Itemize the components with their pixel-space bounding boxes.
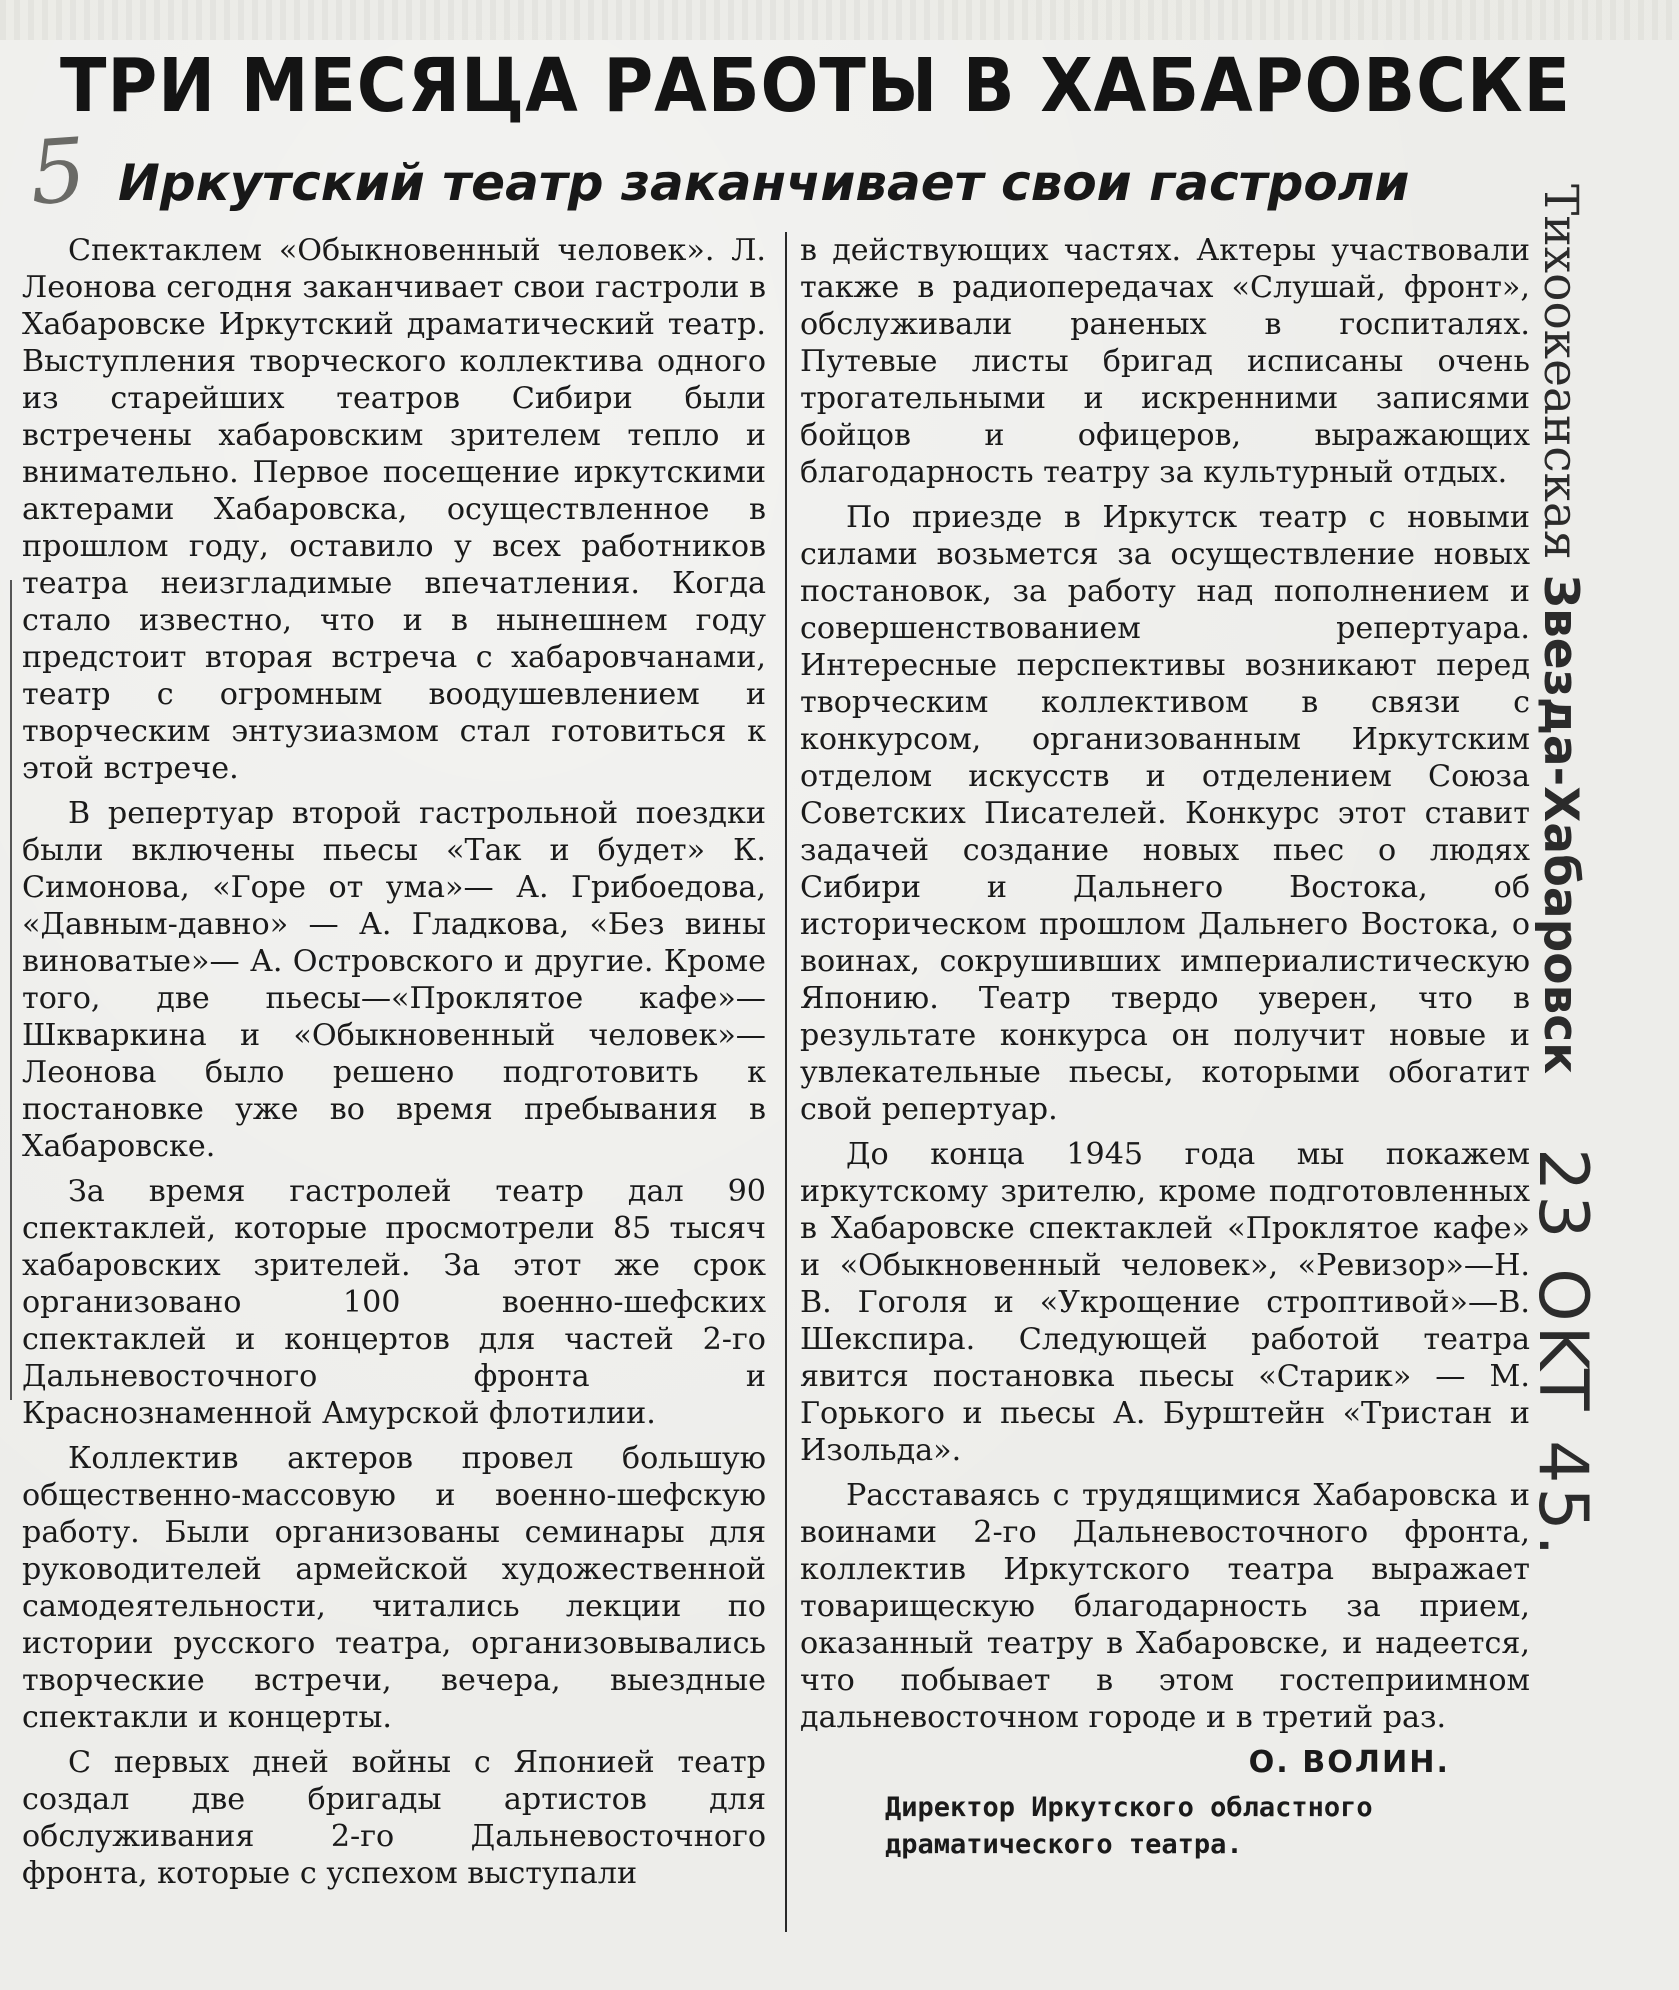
paragraph: в действующих частях. Актеры участвовали также в радиопередачах «Слушай, фронт», обслуживали раненых в госпиталях. Путевые листы бригад исписаны очень трогательными и искренними записями бойцов и офицеров, выражающих благодарность театру за культурный отдых. — [800, 233, 1530, 490]
article-column-right — [800, 232, 1530, 1871]
source-name: Звезда-Хабаровск — [1533, 574, 1588, 1075]
article-subheadline: Иркутский театр заканчивает свои гастроли — [118, 154, 1410, 212]
article-headline: ТРИ МЕСЯЦА РАБОТЫ В ХАБАРОВСКЕ — [60, 43, 1571, 129]
paragraph: С первых дней войны с Японией театр создал две бригады артистов для обслуживания 2-го Дальневосточного фронта, которые с успехом выступали — [22, 1745, 766, 1891]
pencil-mark: 5 — [26, 118, 90, 225]
column-divider — [785, 232, 787, 1932]
source-prefix: Тихоокеанская — [1533, 184, 1588, 575]
left-margin-rule — [10, 580, 12, 1400]
article-column-left — [22, 232, 766, 1900]
author-signature: О. ВОЛИН. — [1248, 1745, 1450, 1780]
paragraph: До конца 1945 года мы покажем иркутскому зрителю, кроме подготовленных в Хабаровске спектаклей «Проклятое кафе» и «Обыкновенный человек», «Ревизор»—Н. В. Гоголя и «Укрощение строптивой»—В. Шекспира. Следующей работой театра явится постановка пьесы «Старик» — М. Горького и пьесы А. Бурштейн «Тристан и Изольда». — [800, 1137, 1530, 1468]
paragraph: За время гастролей театр дал 90 спектаклей, которые просмотрели 85 тысяч хабаровских зрителей. За этот же срок организовано 100 военно-шефских спектаклей и концертов для частей 2-го Дальневосточного фронта и Краснознаменной Амурской флотилии. — [22, 1174, 766, 1431]
paragraph: В репертуар второй гастрольной поездки были включены пьесы «Так и будет» К. Симонова, «Горе от ума»— А. Грибоедова, «Давным-давно» — А. Гладкова, «Без вины виноватые»— А. Островского и другие. Кроме того, две пьесы—«Проклятое кафе»—Шкваркина и «Обыкновенный человек»—Леонова было решено подготовить к постановке уже во время пребывания в Хабаровске. — [22, 796, 766, 1164]
paragraph: По приезде в Иркутск театр с новыми силами возьмется за осуществление новых постановок, за работу над пополнением и совершенствованием репертуара. Интересные перспективы возникают перед творческим коллективом в связи с конкурсом, организованным Иркутским отделом искусств и отделением Союза Советских Писателей. Конкурс этот ставит задачей создание новых пьес о людях Сибири и Дальнего Востока, об историческом прошлом Дальнего Востока, о воинах, сокрушивших империалистическую Японию. Театр твердо уверен, что в результате конкурса он получит новые и увлекательные пьесы, которыми обогатит свой репертуар. — [800, 500, 1530, 1127]
date-annotation: 23 OKT 45. — [1523, 1148, 1602, 1561]
paragraph: Коллектив актеров провел большую общественно-массовую и военно-шефскую работу. Были организованы семинары для руководителей армейской художественной самодеятельности, читались лекции по истории русского театра, организовывались творческие встречи, вечера, выездные спектакли и концерты. — [22, 1441, 766, 1735]
author-position: Директор Иркутского областного драматического театра. — [885, 1792, 1373, 1860]
paragraph: Расставаясь с трудящимися Хабаровска и воинами 2-го Дальневосточного фронта, коллектив Иркутского театра выражает товарищескую благодарность за прием, оказанный театру в Хабаровске, и надеется, что побывает в этом гостеприимном дальневосточном городе и в третий раз. — [800, 1478, 1530, 1735]
source-annotation — [1530, 184, 1590, 1075]
torn-top-edge — [0, 0, 1679, 40]
paragraph: Спектаклем «Обыкновенный человек». Л. Леонова сегодня заканчивает свои гастроли в Хабаровске Иркутский драматический театр. Выступления творческого коллектива одного из старейших театров Сибири были встречены хабаровским зрителем тепло и внимательно. Первое посещение иркутскими актерами Хабаровска, осуществленное в прошлом году, оставило у всех работников театра неизгладимые впечатления. Когда стало известно, что и в нынешнем году предстоит вторая встреча с хабаровчанами, театр с огромным воодушевлением и творческим энтузиазмом стал готовиться к этой встрече. — [22, 233, 766, 786]
